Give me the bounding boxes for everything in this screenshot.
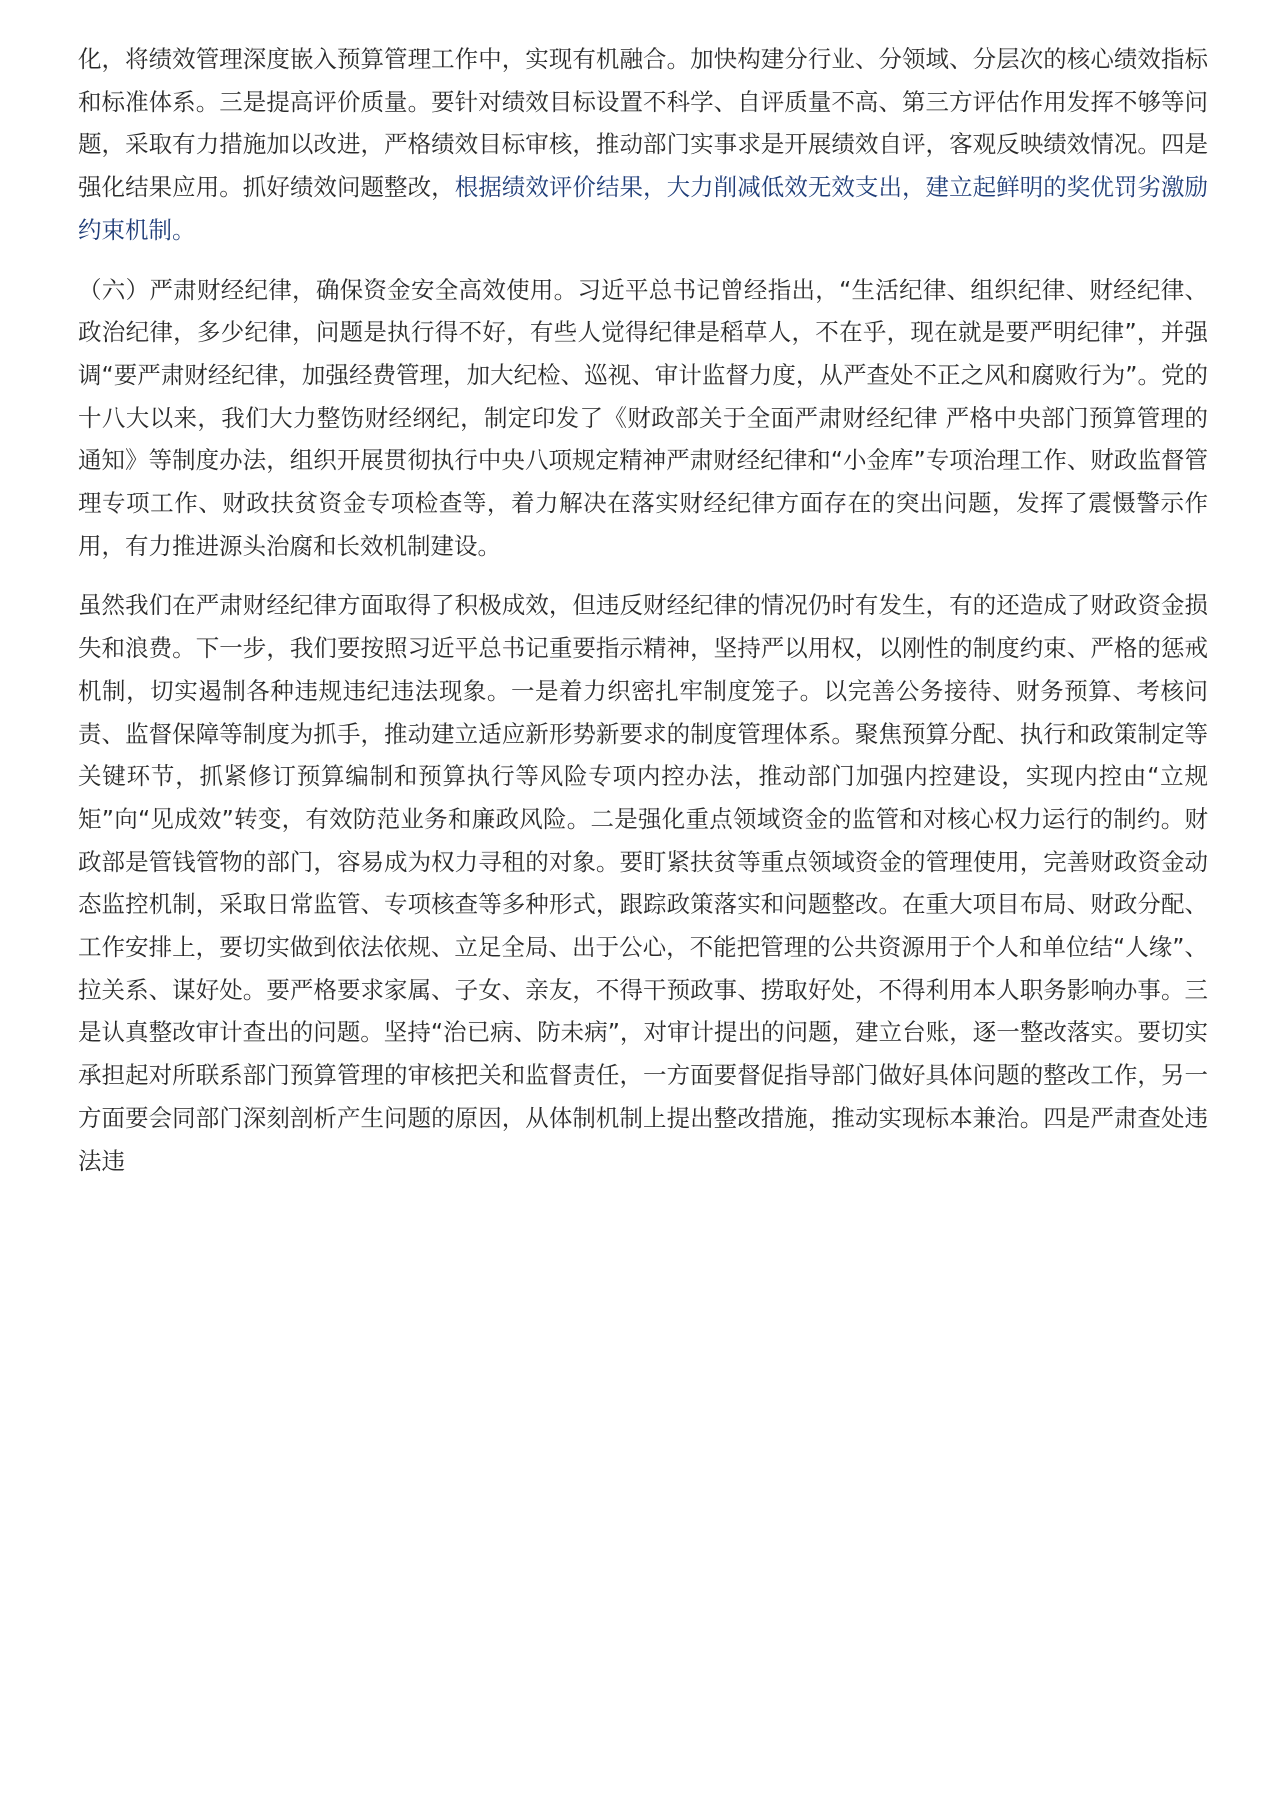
- paragraph-next-steps: [78, 584, 1208, 1182]
- paragraph-text: 虽然我们在严肃财经纪律方面取得了积极成效，但违反财经纪律的情况仍时有发生，有的还造成了财政资金损失和浪费。下一步，我们要按照习近平总书记重要指示精神，坚持严以用权，以刚性的制度约束、严格的惩戒机制，切实遏制各种违规违纪违法现象。一是着力织密扎牢制度笼子。以完善公务接待、财务预算、考核问责、监督保障等制度为抓手，推动建立适应新形势新要求的制度管理体系。聚焦预算分配、执行和政策制定等关键环节，抓紧修订预算编制和预算执行等风险专项内控办法，推动部门加强内控建设，实现内控由“立规矩”向“见成效”转变，有效防范业务和廉政风险。二是强化重点领域资金的监管和对核心权力运行的制约。财政部是管钱管物的部门，容易成为权力寻租的对象。要盯紧扶贫等重点领域资金的管理使用，完善财政资金动态监控机制，采取日常监管、专项核查等多种形式，跟踪政策落实和问题整改。在重大项目布局、财政分配、工作安排上，要切实做到依法依规、立足全局、出于公心，不能把管理的公共资源用于个人和单位结“人缘”、拉关系、谋好处。要严格要求家属、子女、亲友，不得干预政事、捞取好处，不得利用本人职务影响办事。三是认真整改审计查出的问题。坚持“治已病、防未病”，对审计提出的问题，建立台账，逐一整改落实。要切实承担起对所联系部门预算管理的审核把关和监督责任，一方面要督促指导部门做好具体问题的整改工作，另一方面要会同部门深刻剖析产生问题的原因，从体制机制上提出整改措施，推动实现标本兼治。四是严肃查处违法违: [78, 591, 1208, 1175]
- paragraph-text: （六）严肃财经纪律，确保资金安全高效使用。习近平总书记曾经指出，“生活纪律、组织纪律、财经纪律、政治纪律，多少纪律，问题是执行得不好，有些人觉得纪律是稻草人，不在乎，现在就是要严明纪律”，并强调“要严肃财经纪律，加强经费管理，加大纪检、巡视、审计监督力度，从严查处不正之风和腐败行为”。党的十八大以来，我们大力整饬财经纲纪，制定印发了《财政部关于全面严肃财经纪律 严格中央部门预算管理的通知》等制度办法，组织开展贯彻执行中央八项规定精神严肃财经纪律和“小金库”专项治理工作、财政监督管理专项工作、财政扶贫资金专项检查等，着力解决在落实财经纪律方面存在的突出问题，发挥了震慑警示作用，有力推进源头治腐和长效机制建设。: [78, 275, 1208, 560]
- paragraph-text: 化，将绩效管理深度嵌入预算管理工作中，实现有机融合。加快构建分行业、分领域、分层次的核心绩效指标和标准体系。三是提高评价质量。要针对绩效目标设置不科学、自评质量不高、第三方评估作用发挥不够等问题，采取有力措施加以改进，严格绩效目标审核，推动部门实事求是开展绩效自评，客观反映绩效情况。四是强化结果应用。抓好绩效问题整改，: [78, 45, 1208, 202]
- paragraph-performance-management: [78, 38, 1208, 252]
- document-body: [78, 38, 1208, 1182]
- paragraph-financial-discipline: [78, 269, 1208, 568]
- highlighted-text: 根据绩效评价结果，大力削减低效无效支出，建立起鲜明的奖优罚劣激励约束机制。: [78, 173, 1209, 244]
